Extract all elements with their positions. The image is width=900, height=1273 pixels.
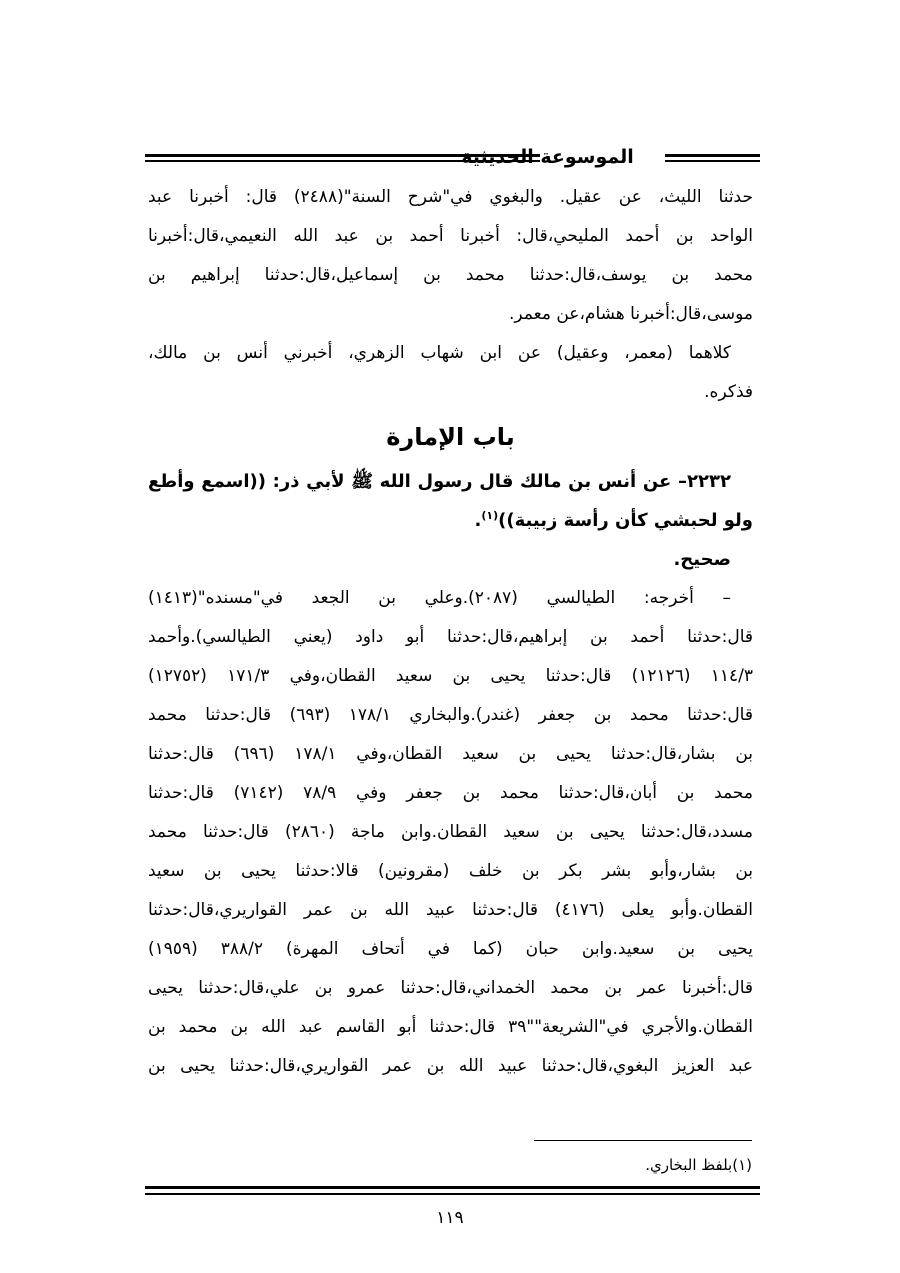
takhrij-line: محمد بن أبان،قال:حدثنا محمد بن جعفر وفي ٧٨/٩ (٧١٤٢) قال:حدثنا <box>148 783 753 803</box>
takhrij-line: – أخرجه: الطيالسي (٢٠٨٧).وعلي بن الجعد في"مسنده"(١٤١٣) <box>148 588 731 608</box>
hadith-text-end: . <box>474 510 482 531</box>
hadith-text-line: ٢٢٣٢– عن أنس بن مالك قال رسول الله ﷺ لأبي ذر: ((اسمع وأطع <box>148 471 731 492</box>
page-body <box>148 178 753 1086</box>
footer-rule <box>145 1186 760 1195</box>
takhrij-line: بن بشار،وأبو بشر بكر بن خلف (مقرونين) قالا:حدثنا يحيى بن سعيد <box>148 861 753 881</box>
hadith-text: ولو لحبشي كأن رأسة زبيبة)) <box>498 510 753 531</box>
takhrij-line: ١١٤/٣ (١٢١٢٦) قال:حدثنا يحيى بن سعيد القطان،وفي ١٧١/٣ (١٢٧٥٢) <box>148 666 753 686</box>
takhrij-line: عبد العزيز البغوي،قال:حدثنا عبيد الله بن عمر القواريري،قال:حدثنا يحيى بن <box>148 1056 753 1076</box>
text-line: الواحد بن أحمد المليحي،قال: أخبرنا أحمد بن عبد الله النعيمي،قال:أخبرنا <box>148 226 753 246</box>
hadith-text-line <box>148 501 753 540</box>
footnote: (١)بلفظ البخاري. <box>645 1156 752 1174</box>
header-rule-left <box>145 154 540 162</box>
page-number: ١١٩ <box>436 1208 464 1228</box>
takhrij-line: بن بشار،قال:حدثنا يحيى بن سعيد القطان،وفي ١٧٨/١ (٦٩٦) قال:حدثنا <box>148 744 753 764</box>
takhrij-line: القطان.والأجري في"الشريعة""٣٩ قال:حدثنا أبو القاسم عبد الله بن محمد بن <box>148 1017 753 1037</box>
takhrij-line: قال:حدثنا محمد بن جعفر (غندر).والبخاري ١٧٨/١ (٦٩٣) قال:حدثنا محمد <box>148 705 753 725</box>
takhrij-line: قال:أخبرنا عمر بن محمد الخمداني،قال:حدثنا عمرو بن علي،قال:حدثنا يحيى <box>148 978 753 998</box>
takhrij-line: يحيى بن سعيد.وابن حبان (كما في أتحاف المهرة) ٣٨٨/٢ (١٩٥٩) <box>148 939 753 959</box>
running-header <box>145 140 760 176</box>
footnote-marker[interactable]: (١) <box>481 509 499 522</box>
takhrij-line: مسدد،قال:حدثنا يحيى بن سعيد القطان.وابن ماجة (٢٨٦٠) قال:حدثنا محمد <box>148 822 753 842</box>
text-line: كلاهما (معمر، وعقيل) عن ابن شهاب الزهري، أخبرني أنس بن مالك، <box>148 343 731 363</box>
header-rule-right <box>665 154 760 162</box>
takhrij-line: قال:حدثنا أحمد بن إبراهيم،قال:حدثنا أبو داود (يعني الطيالسي).وأحمد <box>148 627 753 647</box>
hadith-grade: صحيح. <box>673 549 731 570</box>
text-line: موسى،قال:أخبرنا هشام،عن معمر. <box>509 304 753 324</box>
takhrij-line: القطان.وأبو يعلى (٤١٧٦) قال:حدثنا عبيد الله بن عمر القواريري،قال:حدثنا <box>148 900 753 920</box>
footnote-separator <box>534 1140 752 1141</box>
section-heading: باب الإمارة <box>386 423 515 451</box>
text-line: محمد بن يوسف،قال:حدثنا محمد بن إسماعيل،قال:حدثنا إبراهيم بن <box>148 265 753 285</box>
header-title: الموسوعة الحديثية <box>461 146 634 168</box>
text-line: حدثنا الليث، عن عقيل. والبغوي في"شرح السنة"(٢٤٨٨) قال: أخبرنا عبد <box>148 187 753 207</box>
text-line: فذكره. <box>704 382 753 402</box>
